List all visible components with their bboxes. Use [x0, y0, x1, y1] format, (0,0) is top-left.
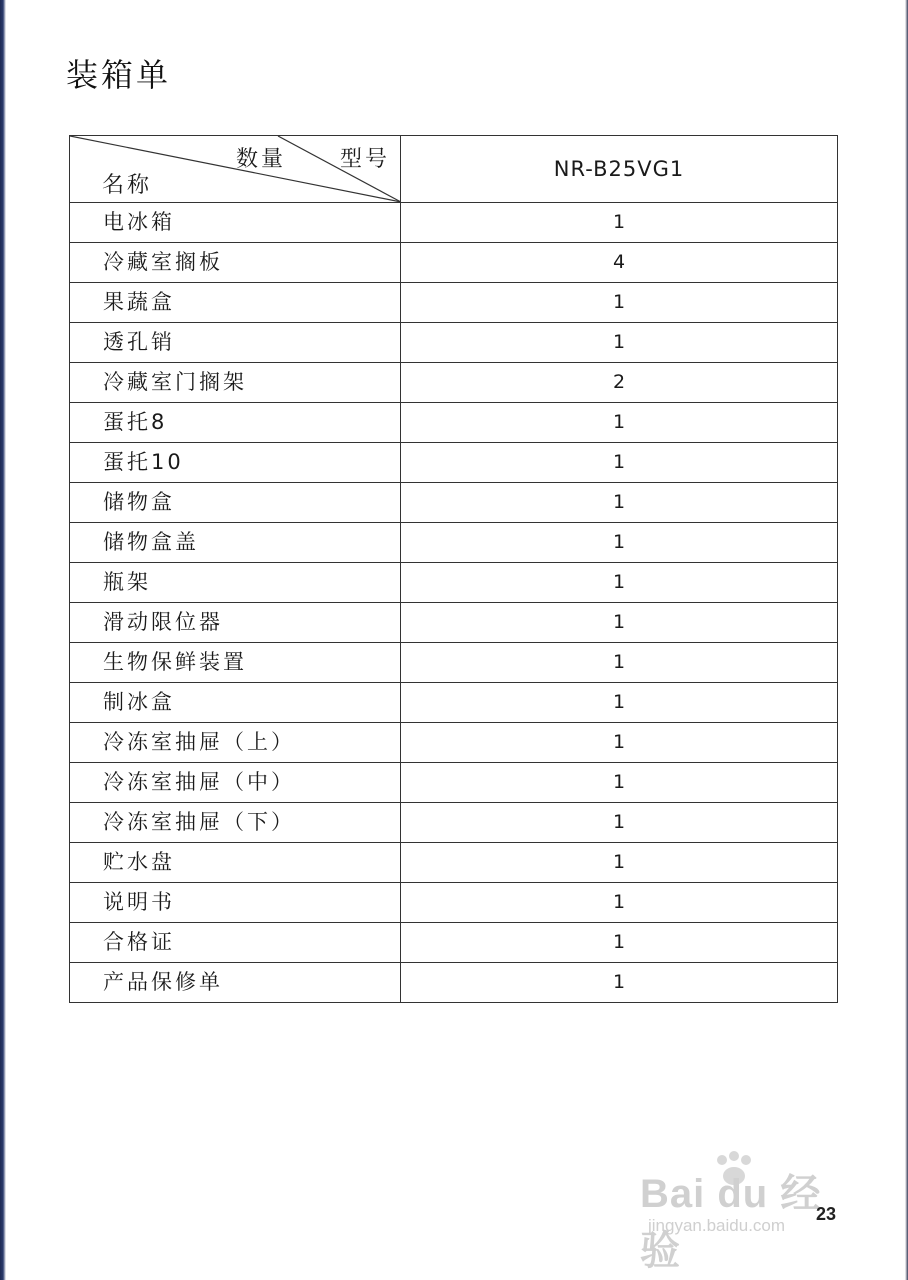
- item-quantity-cell: 1: [401, 803, 838, 843]
- item-quantity-cell: 1: [401, 723, 838, 763]
- item-name-cell: 瓶架: [70, 563, 401, 603]
- page-title: 装箱单: [66, 56, 172, 94]
- item-name-cell: 储物盒盖: [70, 523, 401, 563]
- item-quantity-cell: 1: [401, 883, 838, 923]
- item-name-cell: 电冰箱: [70, 203, 401, 243]
- item-quantity-cell: 1: [401, 683, 838, 723]
- item-name-cell: 蛋托8: [70, 403, 401, 443]
- packing-list-table: [69, 135, 838, 1003]
- item-name-cell: 贮水盘: [70, 843, 401, 883]
- table-row: [70, 643, 838, 683]
- item-name-cell: 蛋托10: [70, 443, 401, 483]
- item-name-cell: 冷藏室门搁架: [70, 363, 401, 403]
- item-quantity-cell: 2: [401, 363, 838, 403]
- table-row: [70, 683, 838, 723]
- baidu-watermark: [640, 1150, 860, 1273]
- watermark-url: jingyan.baidu.com: [648, 1216, 786, 1235]
- item-quantity-cell: 1: [401, 643, 838, 683]
- item-quantity-cell: 1: [401, 563, 838, 603]
- table-row: [70, 483, 838, 523]
- item-name-cell: 生物保鲜装置: [70, 643, 401, 683]
- item-name-cell: 合格证: [70, 923, 401, 963]
- table-row: [70, 723, 838, 763]
- item-quantity-cell: 1: [401, 483, 838, 523]
- item-name-cell: 储物盒: [70, 483, 401, 523]
- item-name-cell: 透孔销: [70, 323, 401, 363]
- item-name-cell: 冷冻室抽屉（中）: [70, 763, 401, 803]
- item-name-cell: 果蔬盒: [70, 283, 401, 323]
- item-name-cell: 冷冻室抽屉（上）: [70, 723, 401, 763]
- page-edge-shadow: [0, 0, 6, 1280]
- table-row: [70, 803, 838, 843]
- item-quantity-cell: 1: [401, 323, 838, 363]
- model-header-label: 型号: [340, 147, 391, 172]
- table-row: [70, 603, 838, 643]
- table-row: [70, 963, 838, 1003]
- item-quantity-cell: 1: [401, 403, 838, 443]
- item-quantity-cell: 1: [401, 843, 838, 883]
- item-name-cell: 冷藏室搁板: [70, 243, 401, 283]
- table-header-row: [70, 136, 838, 203]
- item-quantity-cell: 1: [401, 203, 838, 243]
- quantity-header-label: 数量: [236, 147, 287, 172]
- item-quantity-cell: 1: [401, 763, 838, 803]
- item-name-cell: 产品保修单: [70, 963, 401, 1003]
- table-row: [70, 443, 838, 483]
- item-name-cell: 说明书: [70, 883, 401, 923]
- name-header-label: 名称: [102, 173, 153, 198]
- item-quantity-cell: 1: [401, 923, 838, 963]
- table-row: [70, 203, 838, 243]
- watermark-brand: Bai du 经验: [640, 1172, 822, 1273]
- item-quantity-cell: 1: [401, 603, 838, 643]
- item-quantity-cell: 4: [401, 243, 838, 283]
- page-number: 23: [816, 1204, 837, 1224]
- table-row: [70, 363, 838, 403]
- item-quantity-cell: 1: [401, 523, 838, 563]
- item-quantity-cell: 1: [401, 963, 838, 1003]
- item-quantity-cell: 1: [401, 443, 838, 483]
- diagonal-header-cell: [70, 136, 401, 203]
- table-row: [70, 843, 838, 883]
- item-quantity-cell: 1: [401, 283, 838, 323]
- table-row: [70, 403, 838, 443]
- item-name-cell: 冷冻室抽屉（下）: [70, 803, 401, 843]
- table-row: [70, 883, 838, 923]
- table-row: [70, 283, 838, 323]
- table-row: [70, 763, 838, 803]
- table-row: [70, 563, 838, 603]
- model-number-cell: NR-B25VG1: [401, 136, 838, 203]
- table-row: [70, 323, 838, 363]
- table-row: [70, 243, 838, 283]
- item-name-cell: 制冰盒: [70, 683, 401, 723]
- table-row: [70, 923, 838, 963]
- item-name-cell: 滑动限位器: [70, 603, 401, 643]
- table-row: [70, 523, 838, 563]
